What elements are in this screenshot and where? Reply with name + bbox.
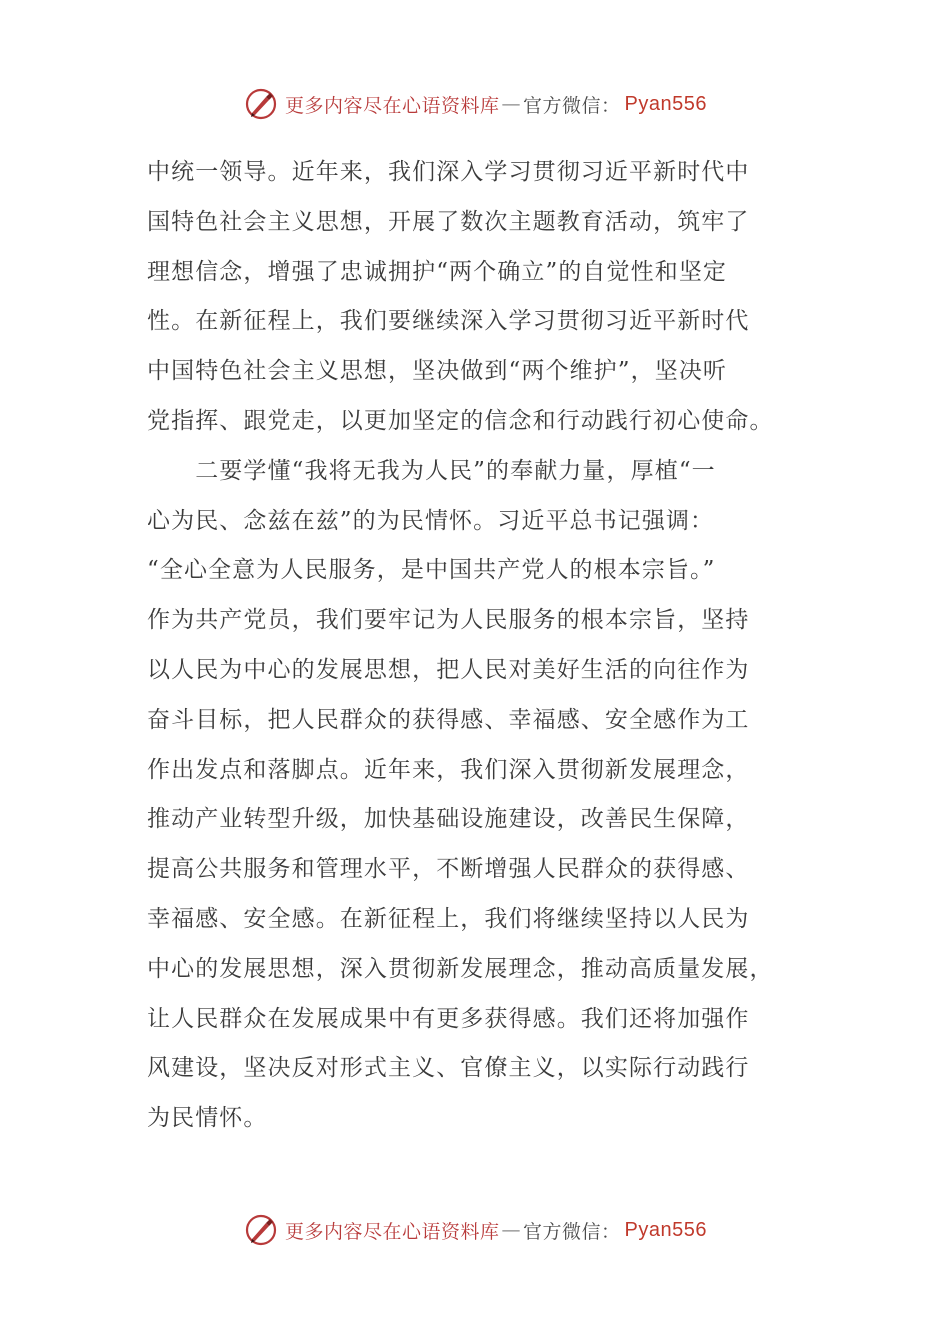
- text-line: 奋斗目标，把人民群众的获得感、幸福感、安全感作为工: [147, 706, 750, 733]
- header-official-label: 官方微信：: [523, 94, 621, 117]
- text-line: 二要学懂“我将无我为人民”的奉献力量，厚植“一: [147, 457, 716, 484]
- text-line: 以人民为中心的发展思想，把人民对美好生活的向往作为: [147, 656, 750, 683]
- text-line: 中统一领导。近年来，我们深入学习贯彻习近平新时代中: [147, 159, 750, 185]
- footer-official-label: 官方微信：: [523, 1220, 621, 1243]
- text-line: 国特色社会主义思想，开展了数次主题教育活动，筑牢了: [147, 208, 750, 235]
- header-wechat-id: Pyan556: [624, 92, 707, 115]
- footer-brand: 更多内容尽在心语资料库: [285, 1220, 500, 1243]
- text-line: 理想信念，增强了忠诚拥护“两个确立”的自觉性和坚定: [147, 258, 728, 285]
- text-line: 性。在新征程上，我们要继续深入学习贯彻习近平新时代: [147, 308, 750, 335]
- text-line: 党指挥、跟党走，以更加坚定的信念和行动践行初心使命。: [147, 407, 774, 434]
- footer-banner-text: [285, 1217, 707, 1244]
- pen-logo-icon: [243, 86, 279, 122]
- header-brand: 更多内容尽在心语资料库: [285, 94, 500, 117]
- footer-wechat-id: Pyan556: [624, 1218, 707, 1241]
- header-banner-text: [285, 91, 707, 118]
- body-text: [147, 148, 807, 1144]
- text-line: 风建设，坚决反对形式主义、官僚主义，以实际行动践行: [147, 1055, 750, 1082]
- text-line: 提高公共服务和管理水平，不断增强人民群众的获得感、: [147, 856, 750, 883]
- pen-logo-icon: [243, 1212, 279, 1248]
- text-line: 中国特色社会主义思想，坚决做到“两个维护”，坚决听: [147, 358, 728, 385]
- text-line: 中心的发展思想，深入贯彻新发展理念，推动高质量发展，: [147, 955, 774, 982]
- text-line: “全心全意为人民服务，是中国共产党人的根本宗旨。”: [147, 557, 716, 584]
- text-line: 为民情怀。: [147, 1105, 268, 1132]
- header-dash: —: [501, 93, 522, 115]
- footer-banner: [0, 1210, 950, 1250]
- text-line: 作出发点和落脚点。近年来，我们深入贯彻新发展理念，: [147, 756, 750, 783]
- text-line: 幸福感、安全感。在新征程上，我们将继续坚持以人民为: [147, 905, 750, 932]
- text-line: 作为共产党员，我们要牢记为人民服务的根本宗旨，坚持: [147, 607, 750, 634]
- footer-dash: —: [501, 1219, 522, 1241]
- text-line: 心为民、念兹在兹”的为民情怀。习近平总书记强调：: [147, 507, 715, 534]
- text-line: 让人民群众在发展成果中有更多获得感。我们还将加强作: [147, 1005, 750, 1032]
- header-banner: [0, 84, 950, 124]
- text-line: 推动产业转型升级，加快基础设施建设，改善民生保障，: [147, 806, 750, 833]
